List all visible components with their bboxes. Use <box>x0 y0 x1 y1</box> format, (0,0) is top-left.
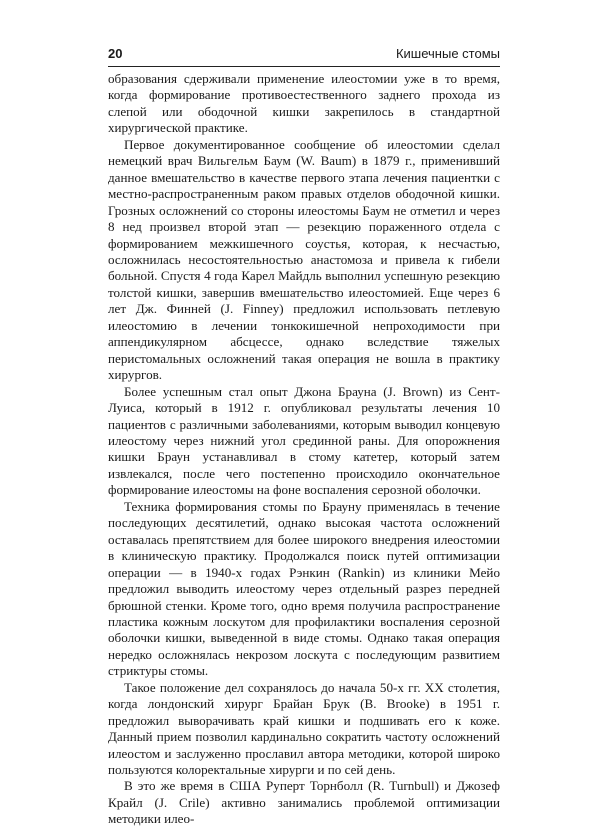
paragraph-4: Техника формирования стомы по Брауну применялась в течение последующих десятилетий, однако высокая частота осложнений оставалась препятствием для более широкого внедрения илеостомии в клиническую практику. Продолжался поиск путей оптимизации операции — в 1940-х годах Рэнкин (Rankin) из клиники Мейо предложил выводить илеостому через отдельный разрез передней брюшной стенки. Кроме того, одно время получила распространение пластика кожным лоскутом для профилактики воспаления серозной оболочки кишки, выведенной в виде стомы. Однако такая операция нередко осложнялась некрозом лоскута с последующим развитием стриктуры стомы. <box>108 498 500 679</box>
header-rule <box>108 66 500 67</box>
paragraph-6: В это же время в США Руперт Торнболл (R. Turnbull) и Джозеф Крайл (J. Crile) активно занимались проблемой оптимизации методики илео- <box>108 778 500 827</box>
page-number: 20 <box>108 46 123 61</box>
paragraph-1: образования сдерживали применение илеостомии уже в то время, когда формирование противоестественного заднего прохода из слепой или ободочной кишки закрепилось в стандартной хирургической практике. <box>108 71 500 136</box>
paragraph-3: Более успешным стал опыт Джона Брауна (J. Brown) из Сент-Луиса, который в 1912 г. опубликовал результаты лечения 10 пациентов с различными заболеваниями, которым выводил концевую илеостому через нижний угол срединной раны. Для опорожнения кишки Браун устанавливал в стому катетер, который затем извлекался, после чего постепенно происходило окончательное формирование илеостомы на фоне воспаления серозной оболочки. <box>108 383 500 498</box>
book-page <box>108 46 500 828</box>
page-header <box>108 46 500 66</box>
body-text <box>108 71 500 828</box>
paragraph-2: Первое документированное сообщение об илеостомии сделал немецкий врач Вильгельм Баум (W. Baum) в 1879 г., применивший данное вмешательство в качестве первого этапа лечения пациентки с местно-распространенным раком правых отделов ободочной кишки. Грозных осложнений со стороны илеостомы Баум не отметил и через 8 нед произвел второй этап — резекцию пораженного отдела с формированием межкишечного соустья, которая, к несчастью, осложнилась несостоятельностью анастомоза и привела к гибели больной. Спустя 4 года Карел Майдль выполнил успешную резекцию толстой кишки, завершив вмешательство илеостомией. Еще через 6 лет Дж. Финней (J. Finney) предложил использовать петлевую илеостомию в лечении тонкокишечной непроходимости при аппендикулярном абсцессе, однако вследствие тяжелых перистомальных осложнений такая операция не вошла в практику хирургов. <box>108 136 500 383</box>
running-title: Кишечные стомы <box>395 46 500 61</box>
paragraph-5: Такое положение дел сохранялось до начала 50-х гг. XX столетия, когда лондонский хирург Брайан Брук (B. Brooke) в 1951 г. предложил выворачивать край кишки и подшивать его к коже. Данный прием позволил кардинально сократить частоту осложнений илеостом и заслуженно прославил автора методики, которой широко пользуются колоректальные хирурги и по сей день. <box>108 679 500 778</box>
